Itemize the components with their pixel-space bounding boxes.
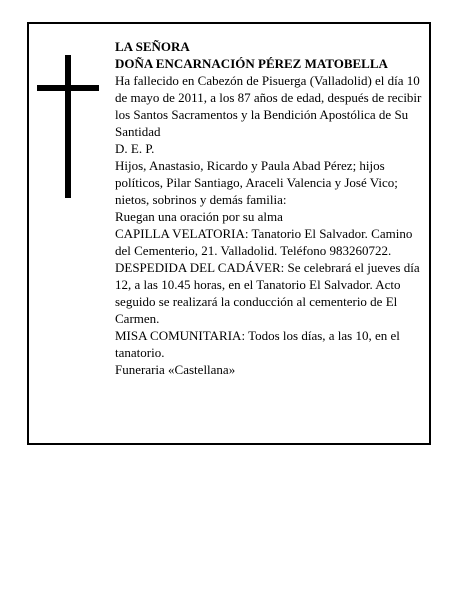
deceased-name: DOÑA ENCARNACIÓN PÉREZ MATOBELLA [115,56,388,71]
death-announcement: Ha fallecido en Cabezón de Pisuerga (Valladolid) el día 10 de mayo de 2011, a los 87 años de edad, después de recibir los Santos Sacramentos y la Bendición Apostólica de Su Santidad [115,73,422,139]
notice-text [115,38,425,378]
cross-icon [37,55,99,198]
community-mass: MISA COMUNITARIA: Todos los días, a las 10, en el tanatorio. [115,328,400,360]
cross-vertical-bar [65,55,71,198]
farewell-details: DESPEDIDA DEL CADÁVER: Se celebrará el jueves día 12, a las 10.45 horas, en el Tanatorio El Salvador. Acto seguido se realizará la conducción al cementerio de El Carmen. [115,260,420,326]
rest-in-peace: D. E. P. [115,141,155,156]
notice-header: LA SEÑORA [115,39,190,54]
cross-horizontal-bar [37,85,99,91]
wake-location: CAPILLA VELATORIA: Tanatorio El Salvador. Camino del Cementerio, 21. Valladolid. Teléfono 983260722. [115,226,413,258]
family-members: Hijos, Anastasio, Ricardo y Paula Abad Pérez; hijos políticos, Pilar Santiago, Araceli Valencia y José Vico; nietos, sobrinos y demás familia: [115,158,398,207]
prayer-request: Ruegan una oración por su alma [115,209,283,224]
funeral-home: Funeraria «Castellana» [115,362,236,377]
